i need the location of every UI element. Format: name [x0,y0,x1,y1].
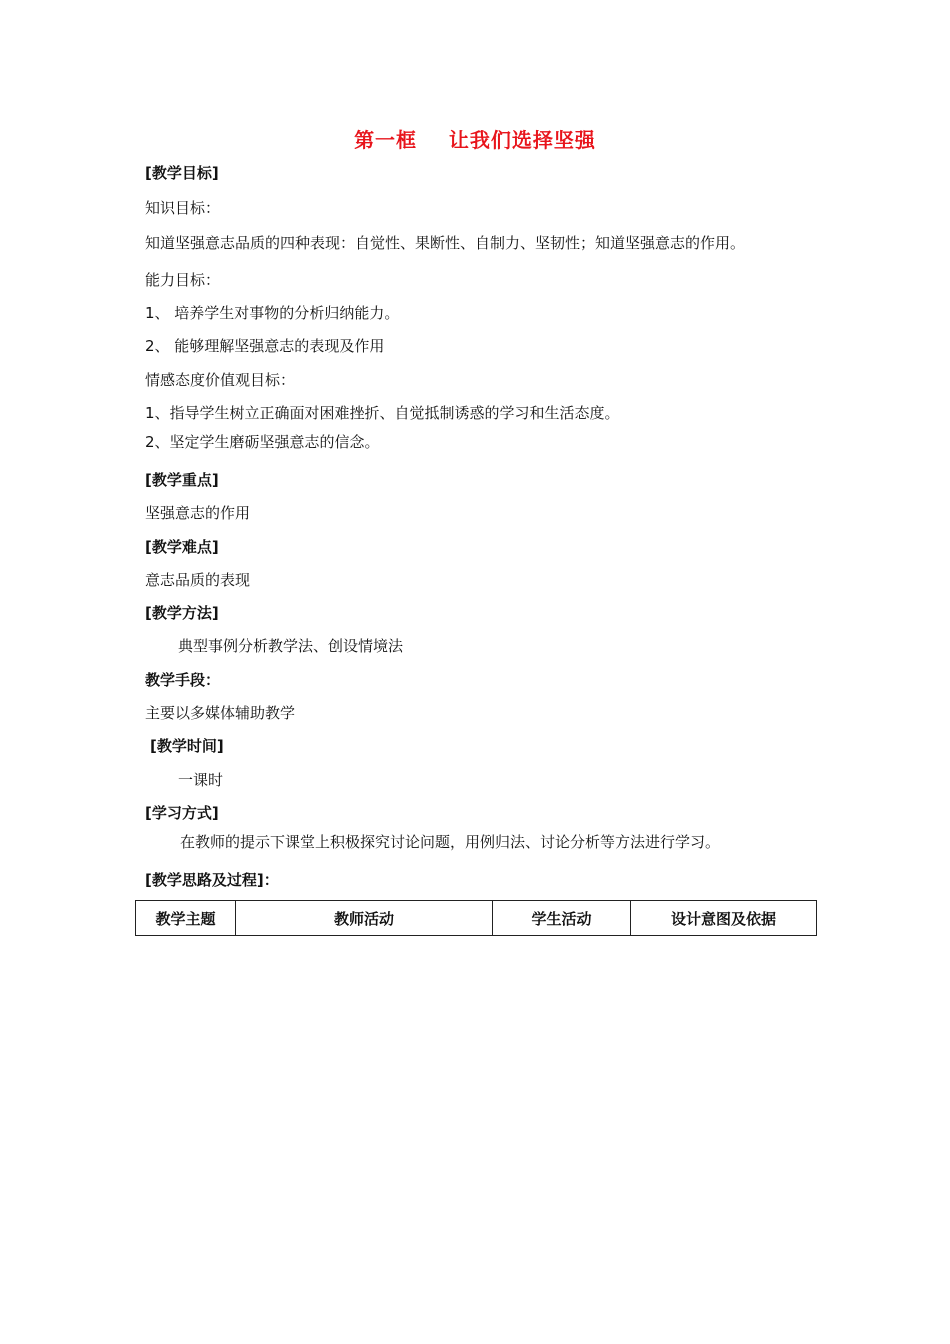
time-heading: [教学时间] [150,737,224,755]
key-text: 坚强意志的作用 [145,504,251,522]
process-heading: [教学思路及过程]： [145,871,279,889]
means-text: 主要以多媒体辅助教学 [145,704,296,722]
emotion-label: 情感态度价值观目标： [145,371,296,389]
header-topic: 教学主题 [136,901,236,936]
study-text: 在教师的提示下课堂上积极探究讨论问题，用例归法、讨论分析等方法进行学习。 [180,833,721,851]
means-heading: 教学手段： [145,671,221,689]
header-student-activity: 学生活动 [493,901,631,936]
knowledge-text: 知道坚强意志品质的四种表现：自觉性、果断性、自制力、坚韧性；知道坚强意志的作用。 [145,234,746,252]
difficulty-text: 意志品质的表现 [145,571,251,589]
table-header-row [136,901,817,936]
page-title: 第一框 让我们选择坚强 [354,128,596,152]
ability-item-1: 1、 培养学生对事物的分析归纳能力。 [145,304,400,322]
ability-label: 能力目标： [145,271,221,289]
header-teacher-activity: 教师活动 [236,901,493,936]
study-heading: [学习方式] [145,804,219,822]
time-text: 一课时 [178,771,224,789]
goals-heading: [教学目标] [145,164,219,182]
process-table [135,900,817,936]
knowledge-label: 知识目标： [145,199,221,217]
emotion-item-2: 2、坚定学生磨砺坚强意志的信念。 [145,433,380,451]
key-heading: [教学重点] [145,471,219,489]
method-heading: [教学方法] [145,604,219,622]
method-text: 典型事例分析教学法、创设情境法 [178,637,404,655]
ability-item-2: 2、 能够理解坚强意志的表现及作用 [145,337,385,355]
difficulty-heading: [教学难点] [145,538,219,556]
header-design-intent: 设计意图及依据 [631,901,817,936]
emotion-item-1: 1、指导学生树立正确面对困难挫折、自觉抵制诱惑的学习和生活态度。 [145,404,620,422]
